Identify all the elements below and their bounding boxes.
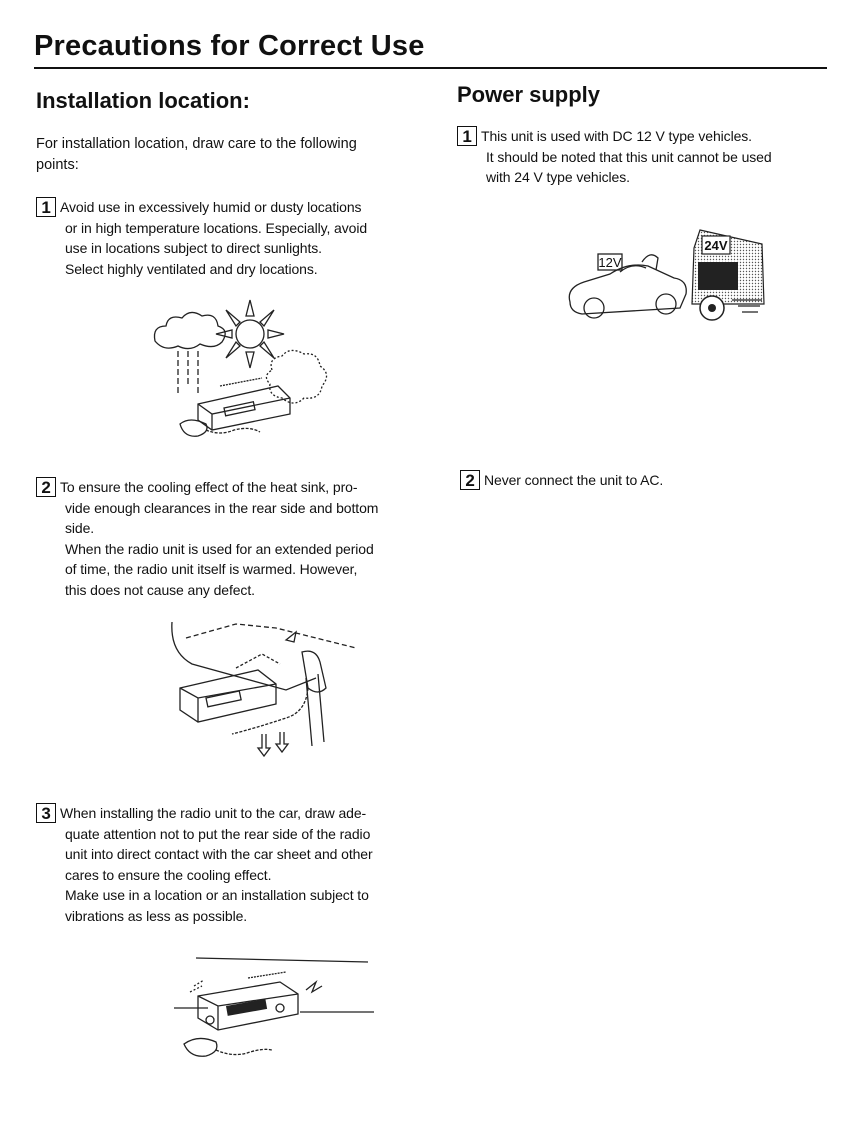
item-line: vibrations as less as possible.	[65, 907, 248, 924]
item-line: with 24 V type vehicles.	[486, 169, 630, 185]
truck-voltage-label: 24V	[704, 238, 728, 253]
truck-24v-icon	[692, 230, 764, 320]
car-voltage-label: 12V	[598, 255, 622, 270]
intro-line: For installation location, draw care to the following	[36, 136, 357, 152]
item-number-box: 3	[36, 803, 56, 823]
installation-intro	[36, 134, 416, 176]
item-line: This unit is used with DC 12 V type vehicles.	[481, 128, 752, 144]
sun-icon	[216, 300, 284, 368]
radio-unit-icon	[198, 972, 298, 1030]
illustration-clearance	[166, 618, 366, 763]
intro-line: points:	[36, 157, 79, 173]
cloud-icon	[154, 312, 225, 348]
illustration-weather-hazards	[150, 296, 340, 446]
airflow-arrows-icon	[258, 632, 296, 756]
installation-heading: Installation location:	[36, 88, 250, 113]
power-item-1	[457, 126, 772, 188]
item-line: When installing the radio unit to the car, draw ade-	[60, 805, 367, 821]
illustration-vehicles	[562, 222, 772, 330]
item-number-box: 1	[36, 197, 56, 217]
item-line: vide enough clearances in the rear side and bottom	[65, 499, 379, 516]
installation-item-1	[36, 197, 367, 279]
item-line: cares to ensure the cooling effect.	[65, 866, 272, 883]
car-12v-icon	[569, 254, 686, 318]
item-line: Never connect the unit to AC.	[484, 472, 664, 488]
installation-item-3	[36, 803, 373, 926]
illustration-vibration	[168, 950, 378, 1070]
item-number-box: 2	[460, 470, 480, 490]
microphone-icon	[184, 1038, 272, 1056]
item-line: quate attention not to put the rear side of the radio	[65, 825, 371, 842]
item-line: of time, the radio unit itself is warmed. However,	[65, 561, 358, 577]
radio-unit-icon	[198, 378, 290, 430]
item-line: side.	[65, 520, 95, 536]
item-line: To ensure the cooling effect of the heat sink, pro-	[60, 479, 358, 495]
page-title: Precautions for Correct Use	[34, 30, 425, 62]
item-line: Avoid use in excessively humid or dusty locations	[60, 199, 362, 215]
title-rule	[34, 67, 827, 69]
item-number-box: 1	[457, 126, 477, 146]
mounting-surface-lines	[174, 958, 374, 1012]
item-number-box: 2	[36, 477, 56, 497]
installation-item-2	[36, 477, 378, 600]
item-line: It should be noted that this unit cannot be used	[486, 148, 772, 165]
item-line: this does not cause any defect.	[65, 581, 255, 598]
rain-lines-icon	[178, 351, 198, 396]
item-line: use in locations subject to direct sunlights.	[65, 240, 322, 256]
item-line: When the radio unit is used for an extended period	[65, 540, 374, 557]
dust-cloud-icon	[266, 350, 326, 403]
power-heading: Power supply	[457, 82, 601, 107]
microphone-icon	[232, 651, 326, 734]
item-line: or in high temperature locations. Especially, avoid	[65, 219, 368, 236]
power-item-2	[460, 470, 663, 491]
item-line: unit into direct contact with the car sheet and other	[65, 846, 373, 862]
item-line: Select highly ventilated and dry locations.	[65, 260, 318, 277]
item-line: Make use in a location or an installation subject to	[65, 887, 369, 903]
